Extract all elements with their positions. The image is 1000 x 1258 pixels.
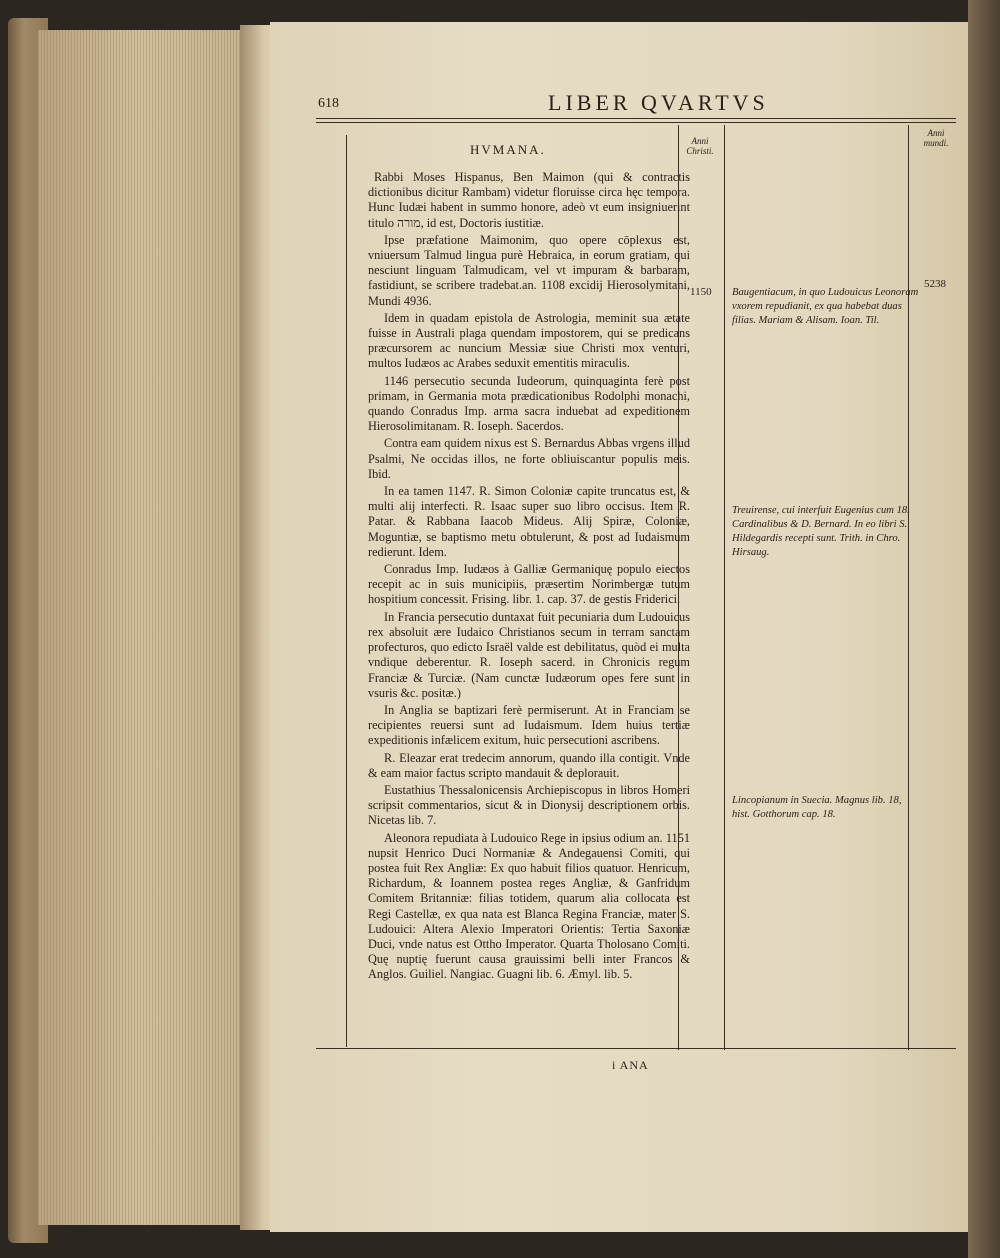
side-note: Baugentiacum, in quo Ludouicus Leonoram vxorem repudianit, ex qua habebat duas filias. Mariam & Alisam. Ioan. Til.	[732, 287, 919, 326]
frame-line-bottom	[316, 1048, 956, 1049]
paragraph: Idem in quadam epistola de Astrologia, meminit sua ætate fuisse in Australi plaga quendam impostorem, qui se predicans præcursorem ac nuncium Messiæ siue Christi mox venturi, multos Iudæos ac Arabes seduxit ementitis miraculis.	[368, 310, 690, 371]
header-rule-double	[316, 122, 956, 123]
side-note: Lincopianum in Suecia. Magnus lib. 18, hist. Gotthorum cap. 18.	[732, 795, 902, 820]
header-rule	[316, 118, 956, 119]
running-title: LIBER QVARTVS	[548, 90, 769, 115]
paragraph: In Anglia se baptizari ferè permiserunt. At in Franciam se recipientes reuersi sunt ad Iudaismum. Idem huius tertiæ expeditionis infælicem exitum, huic persecutioni ascribens.	[368, 702, 690, 748]
paragraph: Eustathius Thessalonicensis Archiepiscopus in libros Homeri scripsit commentarios, sicut & in Dionysij descriptionem orbis. Nicetas lib. 7.	[368, 782, 690, 828]
catchword: i ANA	[612, 1058, 649, 1072]
column-head-anni-christi: Anni Christi.	[686, 136, 714, 156]
frame-line-col2	[724, 125, 725, 1050]
column-head-anni-mundi: Anni mundi.	[923, 128, 949, 148]
frame-line-left	[346, 135, 347, 1047]
year-marker: 1150	[690, 286, 712, 298]
side-note: Treuirense, cui interfuit Eugenius cum 18. Cardinalibus & D. Bernard. In eo libri S. Hildegardis recepti sunt. Trith. in Chro. Hirsaug.	[732, 505, 910, 558]
page-number: 618	[318, 96, 339, 111]
paragraph: Ipse præfatione Maimonim, quo opere cōplexus est, vniuersum Talmud lingua purè Hebraica, in eorum gratiam, qui nesciunt linguam Talmudicam, vel vt impuram & barbaram, fastidiunt, se scribere tradebat.an. 1108 excidij Hierosolymitani, Mundi 4936.	[368, 232, 690, 308]
frame-line-col3	[908, 125, 909, 1050]
paragraph: Rabbi Moses Hispanus, Ben Maimon (qui & contractis dictionibus dicitur Rambam) videtur floruisse circa hęc tempora. Hunc Iudæi habent in summo honore, adeò vt eum insigniuerint titulo מורה, id est, Doctoris iustitiæ.	[368, 170, 690, 230]
paragraph: R. Eleazar erat tredecim annorum, quando illa contigit. Vnde & eam maior factus scripto mandauit & deplorauit.	[368, 750, 690, 780]
book-cover-right	[968, 0, 1000, 1258]
section-title: HVMANA.	[470, 142, 546, 157]
mundi-year-marker: 5238	[924, 278, 946, 290]
paragraph: Conradus Imp. Iudæos à Galliæ Germaniquę populo eiectos recepit ac in suis municipiis, præsertim Norimbergæ tutum hospitium concessit. Frising. libr. 1. cap. 37. de gestis Friderici.	[368, 562, 690, 607]
paragraph: Contra eam quidem nixus est S. Bernardus Abbas vrgens illud Psalmi, Ne occidas illos, ne forte obliuiscantur populis meis. Ibid.	[368, 436, 690, 481]
paragraph: In Francia persecutio duntaxat fuit pecuniaria dum Ludouicus rex absoluit ære Iudaico Christianos secum in terram sanctam profecturos, quo edicto Israël valde est debilitatus, quòd ei multa vndique deberentur. R. Ioseph sacerd. in Chronicis regum Franciæ & Turciæ. (Nam cunctæ Iudæorum opes fere sunt in vsuris &c. positæ.)	[368, 609, 690, 700]
main-text-column	[368, 170, 690, 985]
paragraph: Aleonora repudiata à Ludouico Rege in ipsius odium an. 1151 nupsit Henrico Duci Normaniæ & Andegauensi Comiti, qui postea fuit Rex Angliæ: Ex quo habuit filios quatuor. Henricum, Richardum, & Ioannem postea reges Angliæ, & Ganfridum Comitem Britanniæ: filias totidem, quarum alia collocata est Regi Castellæ, ex qua nata est Blanca Regina Franciæ, mater S. Ludouici: Altera Alexio Imperatori Orientis: Tertia Saxoniæ Duci, vnde natus est Ottho Imperator. Quarta Tholosano Comiti. Quę nuptię fuerunt causa grauissimi belli inter Francos & Anglos. Guiliel. Nangiac. Guagni lib. 6. Æmyl. lib. 5.	[368, 830, 690, 982]
paragraph: In ea tamen 1147. R. Simon Coloniæ capite truncatus est, & multi alij interfecti. R. Isaac super suo libro occisus. Item R. Patar. & Rabbana Iaacob Mideus. Alij Spiræ, Coloniæ, Moguntiæ, se baptismo metu obtulerunt, & post ad Iudaismum redierunt. Idem.	[368, 484, 690, 559]
page-edges	[38, 30, 243, 1225]
paragraph: 1146 persecutio secunda Iudeorum, quinquaginta ferè post primam, in Germania mota prædicationibus Rodolphi monachi, quando Conradus Imp. arma sacra induebat ad expeditionem Hierosolimitanam. R. Ioseph. Sacerdos.	[368, 373, 690, 434]
